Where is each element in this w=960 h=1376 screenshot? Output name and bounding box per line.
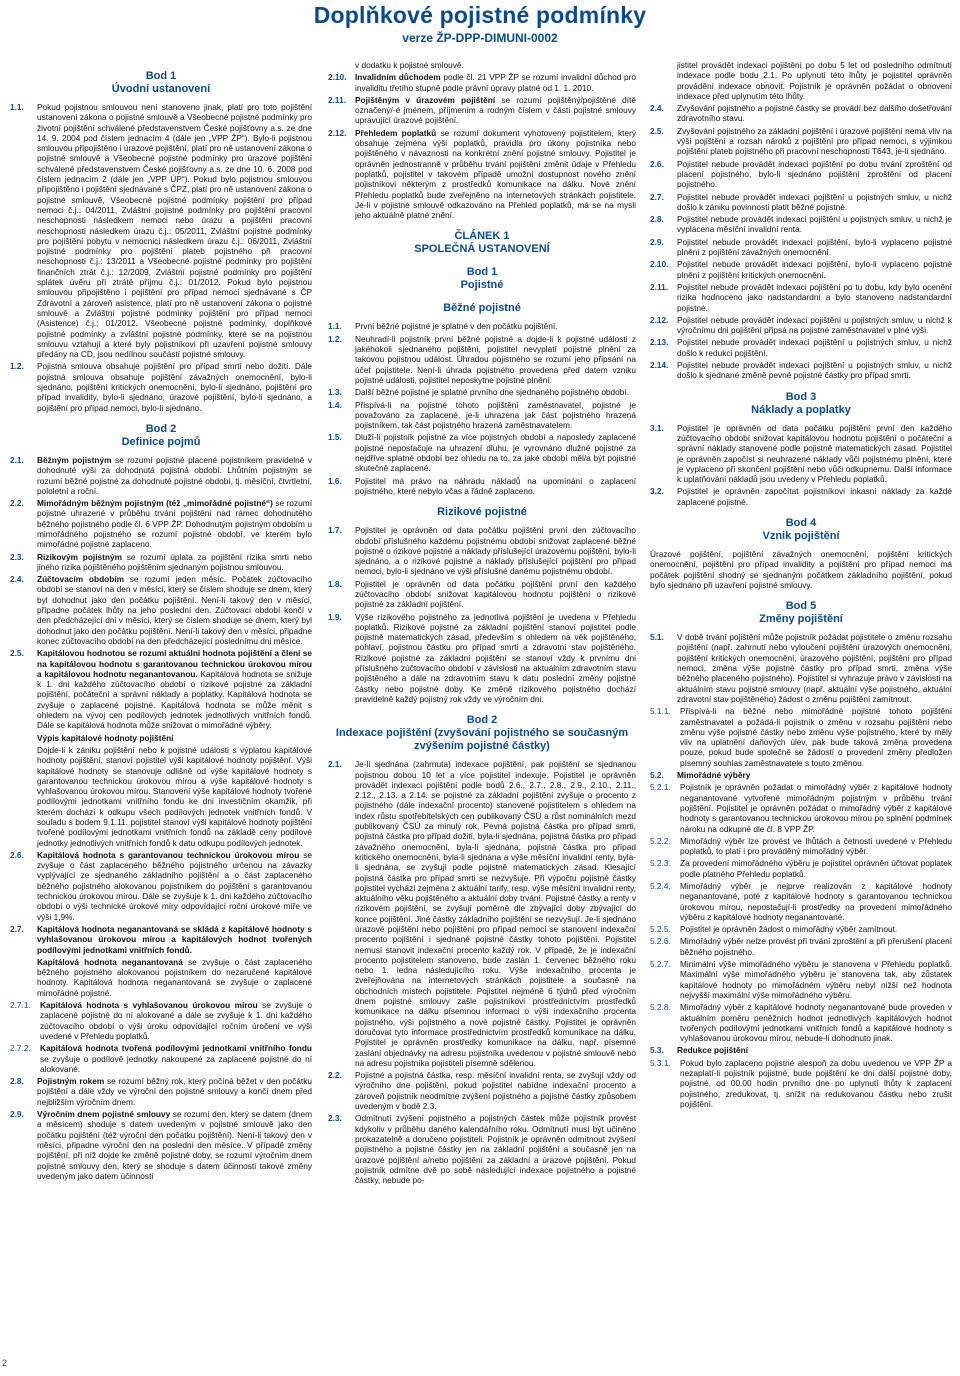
paragraph-number: 5.2.8. — [650, 1002, 671, 1013]
paragraph-text — [677, 1045, 952, 1055]
heading-number: Bod 2 — [466, 714, 498, 727]
paragraph-number: 2.8. — [650, 214, 664, 225]
paragraph — [650, 486, 952, 507]
article-heading — [10, 70, 312, 96]
paragraph-text: Úrazové pojištění, pojištění závažných onemocnění, pojištění kritických onemocnění, pojištění pro případ invalidity a pojištění pro případ nemoci má počátek pojištění shodný se sjednaným počátkem základního pojištění, pokud bylo sjednáno při uzavření pojistné smlouvy. — [650, 548, 952, 590]
paragraph-number: 1.9. — [328, 611, 342, 622]
paragraph-text: Pojistitel je oprávněn od data počátku pojištění první den každého zúčtovacího období snižovat kapitálovou hodnotu pojištění o počáteční a správní náklady stanovené podle pojistně matematických zásad. Pojistitel je oprávněn započíst si neuhrazené náklady vůči pojistnému plnění, které je vyplaceno při skončení pojištění nebo vůči odkupnému. Další informace k uplatňování nákladů jsou uvedeny v Přehledu poplatků. — [677, 422, 952, 485]
paragraph-text — [37, 924, 312, 955]
paragraph-number: 1.1. — [10, 102, 24, 112]
paragraph-number: 2.4. — [650, 103, 664, 114]
article-heading — [10, 423, 312, 449]
paragraph — [10, 102, 312, 359]
paragraph — [650, 1002, 952, 1043]
term: Kapitálová hodnota tvořená podílovými jednotkami vnitřního fondu — [40, 1043, 312, 1054]
paragraph — [650, 1045, 952, 1055]
paragraph-text: Dojde-li k zániku pojištění nebo k pojistné události s výplatou kapitálové hodnoty pojištění, stanoví pojistitel výši kapitálové hodnoty pojištění. Výši kapitálové hodnoty se stanovuje odlišně od výše kapitálové hodnoty s garantovanou technickou úrokovou mírou a výše kapitálové hodnoty s vyhlašovanou úrokovou mírou. Stanovení výše kapitálové hodnoty tvořené podílovými jednotkami vnitřního fondu ke dni investičním okamžik, při kterém dochází k odkupu všech podílových jednotek vnitřních fondů. V souladu s bodem 9.1.11. pojistitel stanoví výši kapitálové hodnoty pojištění tvořené podílovými jednotkami vnitřních fondů na základě ceny podílové jednotky jednotlivých vnitřních fondů k datu odkupu podílových jednotek. — [37, 744, 312, 848]
paragraph-text: Pojistník je oprávněn požádat o mimořádný výběr z kapitálové hodnoty neganantované vytvořené mimořádným pojistným v průběhu trvání pojištění. Pojistitel je oprávněn požádat o mimořádný výběr z kapitálové hodnoty s garantovanou technickou úrokovou mírou po splnění podmínek nároku na odkupné dle čl. 8 VPP ŽP. — [680, 782, 952, 834]
paragraph — [10, 1109, 312, 1181]
paragraph-number: 2.12. — [328, 127, 347, 138]
term: Přehledem poplatků — [355, 127, 437, 138]
paragraph — [328, 612, 636, 705]
article-heading — [650, 391, 952, 417]
paragraph-number: 1.4. — [328, 399, 342, 410]
definition: se rozumí běžný rok, který počíná běžet v den počátku pojištění a dále vždy ve výroční den pojistné smlouvy a končí dnem před nejbližším výročním dnem. — [37, 1076, 312, 1107]
paragraph-text: Pojistitel je oprávněn započítat pojistníkovi inkasní náklady za každé zaplacené pojistné. — [677, 486, 952, 507]
paragraph-number: 5.2.5. — [650, 924, 671, 935]
paragraph-text: První běžné pojistné je splatné v den počátku pojištění. — [355, 321, 558, 332]
definition: se rozumí den, který se datem (dnem a měsícem) shoduje s datem uvedeným v pojistné smlouvě jako den počátku pojištění (též výroční den počátku pojištění). Není-li takový den v měsíci, připadne výroční den na poslední den měsíce. V případě změny pojištění, při níž dojde ke změně pojistné doby, se rozumí výročním dnem pojistné smlouvy den, který se shoduje s datem účinnosti takové změny uvedeným jako datem účinnosti — [37, 1109, 312, 1181]
article-heading — [328, 230, 636, 256]
article-heading — [650, 517, 952, 543]
paragraph-number: 2.1. — [328, 759, 342, 770]
paragraph-text: Přispívá-li na běžné nebo mimořádné pojistné tohoto pojištění zaměstnavatel a požádá-li pojistník o změnu v rozsahu pojištění nebo změnu výše pojistné částky nebo změnu výše pojistného, které by měly vliv na uplatnění daňových úlev, pak bude taková změna provedena pouze, pokud bude společně se žádostí o provedení změny předložen písemný souhlas zaměstnavatele s touto změnou. — [680, 706, 952, 768]
column-1 — [10, 60, 312, 1370]
paragraph — [328, 525, 636, 576]
document-version: verze ŽP-DPP-DIMUNI-0002 — [402, 31, 558, 45]
paragraph — [650, 214, 952, 235]
paragraph-number: 2.5. — [10, 648, 24, 659]
document-title: Doplňkové pojistné podmínky — [313, 2, 647, 28]
paragraph-text: Pojistitel nebude provádět indexaci pojištění u pojistných smluv, u nichž k výročnímu dni pojištění připsá na pojistné zaměstnavatel v plné výši. — [677, 314, 952, 336]
heading-title: Úvodní ustanovení — [111, 83, 211, 95]
paragraph-number: 5.2. — [650, 770, 664, 781]
paragraph-text: Pojistitel nebude provádět indexaci pojištění u pojistných smluv, u nichž došlo k zániku povinnosti platit běžné pojistné. — [677, 191, 952, 212]
paragraph-number: 2.14. — [650, 360, 669, 371]
paragraph — [650, 632, 952, 704]
paragraph-text: Pojistné a pojistná částka, resp. měsíční invalidní renta, se zvyšují vždy od výročního dne pojištění, pokud pojistitel nabídne indexační procento a zároveň pojistník neodmítne zvýšení pojistného a pojistné částky způsobem uvedeným v bodě 2.3. — [355, 1070, 636, 1112]
paragraph-number: 5.3.1. — [650, 1057, 671, 1068]
paragraph-number: 2.10. — [328, 72, 347, 83]
definition: podle čl. 21 VPP ŽP se rozumí invalidní důchod pro invaliditu třetího stupně podle právní úpravy platné od 1. 1. 2010. — [355, 72, 636, 93]
paragraph — [650, 959, 952, 1000]
heading-number: Bod 2 — [145, 422, 177, 435]
content-columns — [0, 60, 960, 1370]
section-heading: Běžné pojistné — [443, 302, 521, 315]
article-heading — [328, 714, 636, 753]
paragraph — [10, 1000, 312, 1041]
paragraph-text: Zvyšování pojistného za základní pojištění i úrazové pojištění nemá vliv na výši pojištění a rozsah nároků z pojištění pro případ nemoci, s výjimkou pojištění plateb pojistného při pracovní neschopnosti T643, je-li sjednáno. — [677, 125, 952, 157]
paragraph-text: Za provedení mimořádného výběru je pojistitel oprávněn účtovat poplatek podle platného Přehledu poplatků. — [680, 858, 952, 879]
paragraph-text: Pokud pojistnou smlouvou není stanoveno jinak, platí pro toto pojištění ustanovení zákona o pojistné smlouvě a Všeobecné pojistné podmínky pro životní pojištění schválené představenstvem České pojišťovny a.s. ze dne 14. 9. 2004 pod číslem jednacím 4 (dále jen „VPP ŽP“). Bylo-li pojistnou smlouvou připojištěno i úrazové pojištění, platí pro ně ustanovení zákona o pojistné smlouvě a Všeobecné pojistné podmínky pro úrazové pojištění schválené představenstvem České pojišťovny a.s. ze dne 10. 6. 2008 pod číslem jednacím 2 (dále jen „VPP ÚP“). Pokud bylo pojistnou smlouvou připojištěno i pojištění sjednávané s ČPZ, platí pro ně ustanovení zákona o pojistné smlouvě, Všeobecné pojistné podmínky pojištění pro případ nemoci č.j.: 04/2011, Zvláštní pojistné podmínky pro pojištění pracovní neschopnosti následkem nemoci nebo úrazu a pojištění pracovní neschopnosti následkem úrazu č.j.: 05/2011, Zvláštní pojistné podmínky pro pojištění pobytu v nemocnici následkem úrazu č.j.: 06/2011, Zvláštní pojistné podmínky pro pojištění plateb pojistného při pracovní neschopnosti č.j.: 13/2011 a Všeobecné pojistné podmínky pro pojištění finančních ztrát č.j.: 12/2009, Zvláštní pojistné podmínky pro pojištění splátek úvěru při ztrátě příjmu č.j.: 01/2012. Pokud bylo pojistnou smlouvou připojištěno i pojištění pro případ nemoci sjednávané s ČP Zdravotní a zároveň asistence, platí pro ně ustanovení zákona o pojistné smlouvě a Zvláštní pojistné podmínky pojištění pro případ nemoci (Asistence) č.j.: 01/2012. Všeobecné pojistné podmínky, doplňkové pojistné podmínky a zvláštní pojistné podmínky, které se na pojistnou smlouvu vztahují a které byly pojistníkovi při uzavření pojistné smlouvy předány na CD, jsou nedílnou součástí pojistné smlouvy. — [37, 102, 312, 360]
paragraph — [650, 936, 952, 957]
heading-number: Bod 1 — [145, 70, 177, 82]
section-heading: Rizikové pojistné — [437, 506, 527, 519]
term: Kapitálová hodnota s garantovanou technickou úrokovou mírou — [37, 849, 300, 860]
paragraph-number: 2.6. — [10, 849, 24, 860]
paragraph-text — [37, 552, 312, 573]
subheading-text: Výpis kapitálové hodnoty pojištění — [37, 732, 174, 743]
definition: se rozumí pojistné uhrazené v průběhu trvání pojištění nad rámec dohodnutého běžného pojistného podle čl. 6 VPP ŽP. Dohodnutým pojistným obdobím u mimořádného pojistného se rozumí pojistné období, ve kterém bylo mimořádné pojistné zaplaceno. — [37, 498, 312, 550]
definition: se zvyšuje o zaplacené pojistné do ní alokované a dále se zvyšuje k 1. dni každého zúčtovacího období o výši úroku odpovídající ročním úročení ve výši uvedené v Přehledu poplatků. — [40, 1000, 312, 1041]
paragraph — [10, 552, 312, 573]
heading-number: Bod 1 — [466, 266, 498, 279]
paragraph-text: jistitel provádět indexaci pojištění po dobu 5 let od posledního odmítnutí indexace podle bodu 2.1. Po uplynutí této lhůty je pojistitel oprávněn provádění indexace obnovit. Pojistník je oprávněn požádat o obnovení indexace před uplynutím této lhůty. — [677, 60, 952, 101]
subheading — [10, 733, 312, 743]
term: Kapitálová hodnota neganantovaná se skládá z kapitálové hodnoty s vyhlašovanou úrokovou mírou a kapitálových hodnot tvořených podílovými jednotkami vnitřních fondů. — [37, 923, 312, 955]
paragraph-text: Pojistitel nebude provádět indexaci pojištění u pojistných smluv, u nichž došlo k redukci pojištění. — [677, 337, 952, 358]
paragraph-number: 1.1. — [328, 321, 342, 332]
paragraph — [10, 455, 312, 496]
paragraph — [650, 126, 952, 157]
paragraph — [328, 1070, 636, 1111]
paragraph-text: Pojistitel je oprávněn od data počátku pojištění první den každého zúčtovacího období snižovat kapitálovou hodnotu pojištění o rizikové pojistné za základní pojištění. — [355, 578, 636, 610]
paragraph-number: 2.4. — [10, 574, 24, 585]
paragraph-number: 2.11. — [328, 94, 346, 105]
paragraph — [650, 159, 952, 190]
paragraph — [328, 387, 636, 397]
paragraph-number: 5.2.1. — [650, 782, 671, 793]
paragraph — [328, 128, 636, 221]
heading-title: Indexace pojištění (zvyšování pojistného se současným zvýšením pojistné částky) — [335, 727, 629, 753]
paragraph-text: V době trvání pojištění může pojistník požádat pojistitele o změnu rozsahu pojištění (např. zahrnutí nebo vyloučení pojištění úrazových onemocnění, pojištění kritických onemocnění, úrazového pojištění, pojištění pro případ nemoci, změna výše pojistné částky pro případ smrti, změna výše běžného placeného pojistného). Pojistitel si vyhrazuje právo v závislosti na aktuálním stavu pojistné smlouvy (např. aktuální výše pojistného, aktuální zdravotní stav pojištěného) žádost o změnu pojištění zamítnout. — [677, 632, 952, 704]
paragraph-text — [37, 1109, 312, 1181]
heading-title: SPOLEČNÁ USTANOVENÍ — [414, 243, 550, 256]
heading-title: Náklady a poplatky — [751, 403, 851, 416]
paragraph — [650, 782, 952, 833]
paragraph-text: v dodatku k pojistné smlouvě. — [355, 60, 464, 70]
definition: se rozumí dokument vyhotovený pojistitelem, který obsahuje zejména výši poplatků, pravidla pro úkony pojistníka nebo pojištěného v návaznosti na konkrétní znění pojistné smlouvy. Pojistitel je oprávněn jednostranně v průběhu trvání pojištění změnit údaje v Přehledu poplatků, pojistitel v takovém případě umožní dostupnost nového znění pojistníkovi některým z prostředků komunikace na dálku. Nové znění Přehledu poplatků bude zveřejněno na internetových stránkách pojistitele. Je-li v pojistné smlouvě odkazováno na Přehled poplatků, má se na mysli jeho aktuálně platné znění. — [355, 127, 636, 221]
paragraph — [650, 858, 952, 879]
paragraph-number: 1.6. — [328, 475, 342, 486]
paragraph — [328, 95, 636, 126]
definition: se rozumí jeden měsíc. Počátek zúčtovacího období se stanoví na den v měsíci, který se číslem shoduje se dnem, který byl dohodnut jako den počátku pojištění. Není-li takový den v měsíci, připadne počátek lhůty na jeho poslední den. Zúčtovací období končí v den předcházející dni v měsíci, který se číslem shoduje se dnem, který byl dohodnut jako den počátku pojištění. Není-li takový den v měsíci, připadne konec zúčtovacího období na den předcházející poslednímu dni měsíce. — [37, 574, 312, 646]
term: Kapitálová hodnota s vyhlašovanou úrokovou mírou — [40, 1000, 258, 1011]
heading-title: Definice pojmů — [121, 435, 201, 448]
page-header — [0, 2, 960, 45]
term: Pojistným rokem — [37, 1076, 105, 1087]
paragraph — [328, 476, 636, 497]
paragraph-text: Další běžné pojistné je splatné prvního dne sjednaného pojistného období. — [355, 387, 629, 398]
paragraph — [650, 924, 952, 934]
paragraph-number: 2.6. — [650, 158, 664, 169]
term: Invalidním důchodem — [355, 72, 441, 83]
definition: se zvyšuje o část zaplaceného běžného pojistného určenou na závazky vyplývající ze sjednaného základního pojištění a o část zaplaceného běžného pojistného alokovanou pojistníkem do pojištění s garantovanou technickou úrokovou mírou. Dále se zvyšuje k 1. dni každého zúčtovacího období o výši technické úrokové míry odpovídající roční úrokové míře ve výši 1,9%. — [37, 849, 312, 922]
paragraph-text: Výše rizikového pojistného za jednotlivá pojištění je uvedena v Přehledu poplatků. Rizikové pojistné za základní pojištění stanoví pojistitel podle pojistně matematických zásad, především s ohledem na věk pojištěného, pohlaví, pojistnou částku pro případ smrti a zdravotní stav pojištěného. Rizikové pojistné za základní pojištění se stanoví vždy k prvnímu dni příslušného zúčtovacího období v závislosti na aktuálním zdravotním stavu pojištěného a dále na zdravotním stavu k datu poslední změny pojistné částky nebo pojistné doby. Ke změně rizikového pojistného dochází pravidelně každý pojistný rok vždy ve výročním dni. — [355, 611, 636, 704]
term: Zúčtovacím obdobím — [37, 574, 124, 585]
paragraph-number: 5.1.1. — [650, 706, 671, 717]
paragraph-text: Dluží-li pojistník pojistné za více pojistných období a naposledy zaplacené pojistné nepostačuje na uhrazení dluhu, je vyrovnáno dlužné pojistné za nejdříve splatné období bez ohledu na to, za jaké období měl/a být pojistné skutečně zaplacené. — [355, 432, 636, 474]
paragraph-text: Mimořádný výběr nelze provést při trvání zproštění a při přerušení placení běžného pojistného. — [680, 936, 952, 957]
paragraph-text — [37, 850, 312, 922]
paragraph — [650, 1058, 952, 1109]
paragraph — [650, 770, 952, 780]
paragraph-number: 2.13. — [650, 337, 669, 348]
heading-number: Bod 5 — [785, 600, 817, 613]
paragraph — [10, 361, 312, 412]
paragraph — [650, 337, 952, 358]
paragraph — [650, 423, 952, 485]
definition: se zvyšuje o část zaplaceného běžného pojistného alokovanou pojistníkem do nezaručené kapitálové hodnoty. Kapitálová hodnota neganantovaná se zvyšuje o zaplacené mimořádné pojistné. — [37, 956, 312, 998]
term: Pojištěným v úrazovém pojištění — [355, 94, 496, 105]
paragraph-text — [37, 498, 312, 549]
paragraph — [10, 1076, 312, 1107]
paragraph-number: 2.2. — [328, 1070, 342, 1081]
paragraph-text — [355, 72, 636, 93]
paragraph-number: 1.2. — [10, 361, 24, 372]
paragraph — [650, 360, 952, 381]
paragraph-text — [37, 1076, 312, 1107]
definition: Kapitálová hodnota se snižuje k 1. dni každého zúčtovacího období o rizikové pojistné za základní pojištění, počáteční a správní náklady a poplatky. Kapitálová hodnota se zvyšuje o zaplacené pojistné. Kapitálová hodnota se může měnit s ohledem na vývoj cen podílových jednotek jednotlivých vnitřních fondů. Dále se kapitálová hodnota může snižovat o mimořádné výběry. — [37, 668, 312, 731]
paragraph-text: Mimořádný výběr lze provést ve lhůtách a četnosti uvedené v Přehledu poplatků, to platí i pro prováděný mimořádný výběr. — [680, 835, 952, 857]
paragraph-number: 5.2.2. — [650, 835, 671, 846]
paragraph-number: 1.5. — [328, 432, 342, 443]
paragraph — [650, 282, 952, 313]
paragraph — [650, 259, 952, 280]
paragraph-text: Odmítnutí zvýšení pojistného a pojistných částek může pojistník provést kdykoliv v průběhu daného kalendářního roku. Odmítnutí musí být učiněno prokazatelně a doručeno pojistiteli. Pojistník je oprávněn odmítnout zvýšení pojistného a pojistné částky jen na základní pojištění a současně jen na úrazové pojištění a/nebo pojištění za základní a úrazové pojištění. Pokud pojistník odmítne dvě po sobě následující indexace pojistného a pojistné částky, nebude po- — [355, 1113, 636, 1186]
paragraph-text — [10, 957, 312, 998]
paragraph — [650, 315, 952, 336]
paragraph-number: 3.1. — [650, 422, 664, 433]
paragraph — [328, 321, 636, 331]
paragraph-number: 2.3. — [10, 551, 24, 562]
paragraph-number: 1.3. — [328, 387, 342, 398]
paragraph — [10, 924, 312, 955]
paragraph-number: 1.2. — [328, 333, 342, 344]
paragraph-text: Pojistitel má právo na náhradu nákladů na upomínání o zaplacení pojistného, které nebylo včas a řádně zaplaceno. — [355, 475, 636, 496]
paragraph-number: 2.7.2. — [10, 1043, 31, 1054]
term: Běžným pojistným — [37, 454, 112, 465]
definition: se rozumí pojištěný/pojištěné dítě označený/-é jménem, příjmením a rodným číslem v části pojistné smlouvy upravující úrazové pojištění. — [355, 94, 636, 126]
heading-title: Vznik pojištění — [762, 529, 840, 542]
heading-title: Pojistné — [460, 279, 504, 292]
paragraph-number: 2.9. — [650, 236, 664, 247]
article-heading — [650, 600, 952, 626]
paragraph-text: Pojistitel nebude provádět indexaci pojištění u pojistných smluv, u nichž je vyplácena měsíční invalidní renta. — [677, 214, 952, 235]
paragraph-number: 2.8. — [10, 1076, 24, 1087]
paragraph-text: Pojistitel je oprávněn žádost o mimořádný výběr zamítnout. — [680, 924, 898, 935]
term: Rizikovým pojistným — [37, 551, 122, 562]
paragraph — [650, 192, 952, 213]
paragraph-text — [37, 574, 312, 646]
paragraph-text: Pokud bylo zaplaceno pojistné alespoň za dobu uvedenou ve VPP ŽP a nezaplatí-li pojistník pojistné, bude pojištění ke dni další pojistné doby, pojistné, od 00.00 hodin prvního dne po uplynutí lhůty k zaplacení pojistného, zredukovat, tj. snížit na redukovanou částku nebo zrušit pojištění. — [680, 1057, 952, 1109]
paragraph — [328, 400, 636, 431]
paragraph-text: Přispívá-li na pojistné tohoto pojištění zaměstnavatel, pojistné je považováno za zaplacené, je-li uhrazena jak část pojistného hrazená pojistníkem, tak část pojistného hrazená zaměstnavatelem. — [355, 399, 636, 431]
paragraph-text: Pojistná smlouva obsahuje pojištění pro případ smrti nebo dožití. Dále pojistná smlouva obsahuje pojištění závažných onemocnění, bylo-li sjednáno, pojištění kritických onemocnění, bylo-li sjednáno, pojištění pro případ invalidity, bylo-li sjednáno, úrazové pojištění, bylo-li sjednáno, a pojištění pro případ nemoci, bylo-li sjednáno. — [37, 361, 312, 413]
page-number: 2 — [2, 1358, 8, 1368]
paragraph-text: Minimální výše mimořádného výběru je stanovena v Přehledu poplatků. Maximální výše mimořádného výběru je stanovena tak, aby zůstatek kapitálové hodnoty po mimořádném výběru nebyl nižší než hodnota nejvyšší maximální výše mimořádného výběru. — [680, 959, 952, 1000]
paragraph-text: Mimořádný výběr je nejprve realizován z kapitálové hodnoty neganantované, poté z kapitálové hodnoty s garantovanou technickou úrokovou mírou, nepostačují-li prostředky na provedení mimořádného výběru z kapitálové hodnoty neganantované. — [680, 881, 952, 922]
paragraph — [328, 72, 636, 93]
article-heading — [328, 266, 636, 292]
paragraph-number: 5.2.6. — [650, 936, 671, 947]
paragraph-number: 2.11. — [650, 281, 668, 292]
term: Kapitálovou hodnotou se rozumí aktuální hodnota pojištění a člení se na kapitálovou hodnotu s garantovanou technickou úrokovou mírou a kapitálovou hodnotu neganantovanou. — [37, 648, 312, 679]
paragraph — [328, 334, 636, 385]
term: Mimořádným běžným pojistným (též „mimořádné pojistné“) — [37, 498, 273, 509]
definition: se rozumí pojistné placené pojistníkem pravidelně v dohodnuté výši za dohodnutá pojistná období. Lhůtním pojistným se rozumí běžné pojistné za dohodnuté pojistné období, tj. měsíční, čtvrtletní, pololetní a roční. — [37, 454, 312, 496]
heading-title: Změny pojištění — [759, 613, 843, 626]
paragraph-number: 2.12. — [650, 314, 669, 325]
paragraph-text — [355, 95, 636, 126]
paragraph-text — [37, 455, 312, 496]
paragraph-number: 5.3. — [650, 1045, 664, 1056]
paragraph — [10, 498, 312, 549]
paragraph-number: 2.10. — [650, 259, 669, 270]
paragraph-text: Pojistitel nebude provádět indexaci pojištění po tu dobu, kdy bylo ocenění rizika hodnoceno jako nadstandardní a bylo stanoveno nadstandardní pojistné. — [677, 281, 952, 313]
paragraph — [650, 836, 952, 857]
paragraph-number: 5.2.3. — [650, 858, 671, 869]
term: Kapitálová hodnota neganantovaná — [37, 956, 183, 967]
definition: se rozumí úplata za pojištění rizika smrti nebo jiného rizika pojištěného pojištěním sjednaným pojistnou smlouvou. — [37, 551, 312, 572]
paragraph-number: 2.5. — [650, 125, 664, 136]
paragraph-number: 1.8. — [328, 578, 342, 589]
paragraph-text: Zvyšování pojistného a pojistné částky se provádí bez dalšího došetřování zdravotního stavu. — [677, 103, 952, 124]
paragraph — [650, 706, 952, 768]
heading-number: Bod 3 — [785, 390, 817, 403]
paragraph-text: Pojistitel je oprávněn od data počátku pojištění první den zúčtovacího období příslušného každému pojistnému období snižovat zaplacené běžné pojistné o rizikové pojistné a náklady příslušející úrazovému pojištění, bylo-li sjednáno, a o rizikové pojistné a náklady příslušející pojištění pro případ nemoci, bylo-li sjednáno ve výši příslušné danému pojistnému období. — [355, 525, 636, 577]
paragraph-number: 1.7. — [328, 525, 342, 536]
paragraph — [328, 1113, 636, 1185]
paragraph-text — [40, 1000, 312, 1041]
term: Výročním dnem pojistné smlouvy — [37, 1109, 171, 1120]
paragraph-number: 2.2. — [10, 498, 24, 509]
paragraph-text: Pojistitel nebude provádět indexaci pojištění u pojistných smluv, u nichž došlo k sjednané změně pevné pojistné částky pro případ smrti. — [677, 360, 952, 381]
column-3 — [650, 60, 952, 1370]
paragraph — [328, 432, 636, 473]
paragraph-number: 3.2. — [650, 486, 664, 497]
paragraph-text: Neuhradí-li pojistník první běžné pojistné a dojde-li k pojistné události z jakéhokoli sjednaného pojištění, pojistitel nevyplatí pojistné plnění za takovou pojistnou událost. Úhradou pojistného se rozumí jeho připsání na účet pojistitele. Není-li úhrada pojistného provedena před datem vzniku pojistné události, pojistitel neposkytne pojistné plnění. — [355, 333, 636, 385]
paragraph-number: 2.7.1. — [10, 1000, 31, 1011]
paragraph-text — [677, 770, 952, 780]
definition: se zvyšuje o podílově jednotky nakoupené za zaplacené pojistné do ní alokované. — [40, 1053, 312, 1074]
paragraph — [650, 103, 952, 124]
subheading-text: Mimořádné výběry — [677, 770, 751, 781]
paragraph-number: 2.1. — [10, 454, 24, 465]
heading-number: ČLÁNEK 1 — [454, 230, 510, 243]
paragraph — [650, 881, 952, 922]
heading-number: Bod 4 — [785, 516, 817, 529]
paragraph — [10, 648, 312, 730]
paragraph-text: Mimořádný výběr z kapitálové hodnoty neganantované bude proveden v aktuálním poměru peněžních hodnot jednotlivých kapitálových hodnot tvořených podílovými jednotkami vnitřních fondů a kapitálové hodnoty s vyhlašovanou úrokovou mírou, nebude-li dohodnuto jinak. — [680, 1002, 952, 1044]
paragraph-text: Je-li sjednána (zahrnuta) indexace pojištění, pak pojištění se sjednanou pojistnou dobou 10 let a více pojistitel indexuje. Pojistitel je oprávněn provádět indexaci pojištění podle bodů 2.6., 2.7., 2.8., 2.9., 2.10., 2.11., 2.12., 2.13. a 2.14. se pojistné za základní pojištění zvyšuje o procento z pojistného (dále indexační procento) stanovené pojistitelem s ohledem na index růstu spotřebitelských cen publikovaný ČSÚ a růst nominálních mezd publikovaný ČSÚ za minulý rok. Pevná pojistná částka pro případ smrti, pojistná částka pro případ dožití, byla-li sjednána, pojistná částka pro případ závažného onemocnění, byla-li sjednána, pojistná částka pro případ kritického onemocnění, byla-li sjednána a výše měsíční invalidní renty, byla-li sjednána, se zvyšují podle pojistně matematických zásad. Klesající pojistná částka pro případ smrti se nezvyšuje. Při výpočtu pojistné částky pojistitel vychází zejména z aktuální tarify, resp. výše měsíční invalidní renty, aktuálního věku pojištěného a aktuální doby trvání. Pojistné částky a renty v rizikovém pojištění, se zvyšují poměrně dle zbývající doby zbývající do konce pojištění. Jiné částky základního pojištění se nezvyšují. Je-li sjednáno úrazové pojištění nebo pojištění pro případ nemoci se stanovení indexační procento pojištění i sjednané pojistné částky tohoto pojištění. Pojistitel nemusí stanovit indexační procento každý rok. V případě, že je indexační procento pojistitelem stanoveno, bude zaslán 1. červenec běžného roku nebo 1. ledna následujícího roku. Výše indexačního procenta je zveřejňována na internetových stránkách pojistitele a současně na obchodních místech pojistitele. Pojistitel nejméně 6 týdnů před výročním dnem pojistné smlouvy zašle pojistníkovi prostřednictvím prostředků komunikace na dálku písemnou informaci o výši indexačního procenta pojistného, výši pojistného a nové pojistné částky. Pojistitel je oprávněn doručovat tyto informace prostřednictvím prostředků komunikace na dálku. Pojistitel je oprávněn prostředky komunikace na dálku, např. písemné zaslání objednávky na adresu pojistníka uvedenou v pojistné smlouvě nebo na adresu pojistníka pojistiteli písemně sdělenou. — [355, 759, 636, 1068]
paragraph-text: Pojistitel nebude provádět indexaci pojištění po dobu trvání zproštění od placení pojistného, bylo-li sjednáno pojištění zproštění od placení pojistného. — [677, 158, 952, 190]
paragraph — [328, 579, 636, 610]
paragraph — [10, 574, 312, 646]
paragraph-number: 5.2.4. — [650, 881, 671, 891]
paragraph-text — [37, 648, 312, 730]
column-2 — [328, 60, 636, 1370]
paragraph-number: 5.2.7. — [650, 959, 671, 970]
paragraph — [328, 759, 636, 1068]
paragraph-number: 2.3. — [328, 1113, 342, 1124]
subheading-text: Redukce pojištění — [677, 1045, 749, 1056]
paragraph-number: 2.7. — [10, 923, 24, 934]
paragraph-text — [40, 1043, 312, 1074]
paragraph — [10, 1043, 312, 1074]
paragraph-number: 5.1. — [650, 632, 664, 643]
paragraph-text — [355, 128, 636, 221]
paragraph-text: Pojistitel nebude provádět indexaci pojištění, bylo-li vyplaceno pojistné plnění z pojištění kritických onemocnění. — [677, 259, 952, 280]
paragraph-text: Pojistitel nebude provádět indexaci pojištění, bylo-li vyplaceno pojistné plnění z pojištění závažných onemocnění. — [677, 236, 952, 258]
paragraph — [650, 237, 952, 258]
paragraph-number: 2.9. — [10, 1109, 24, 1120]
paragraph — [10, 850, 312, 922]
paragraph-number: 2.7. — [650, 191, 664, 202]
